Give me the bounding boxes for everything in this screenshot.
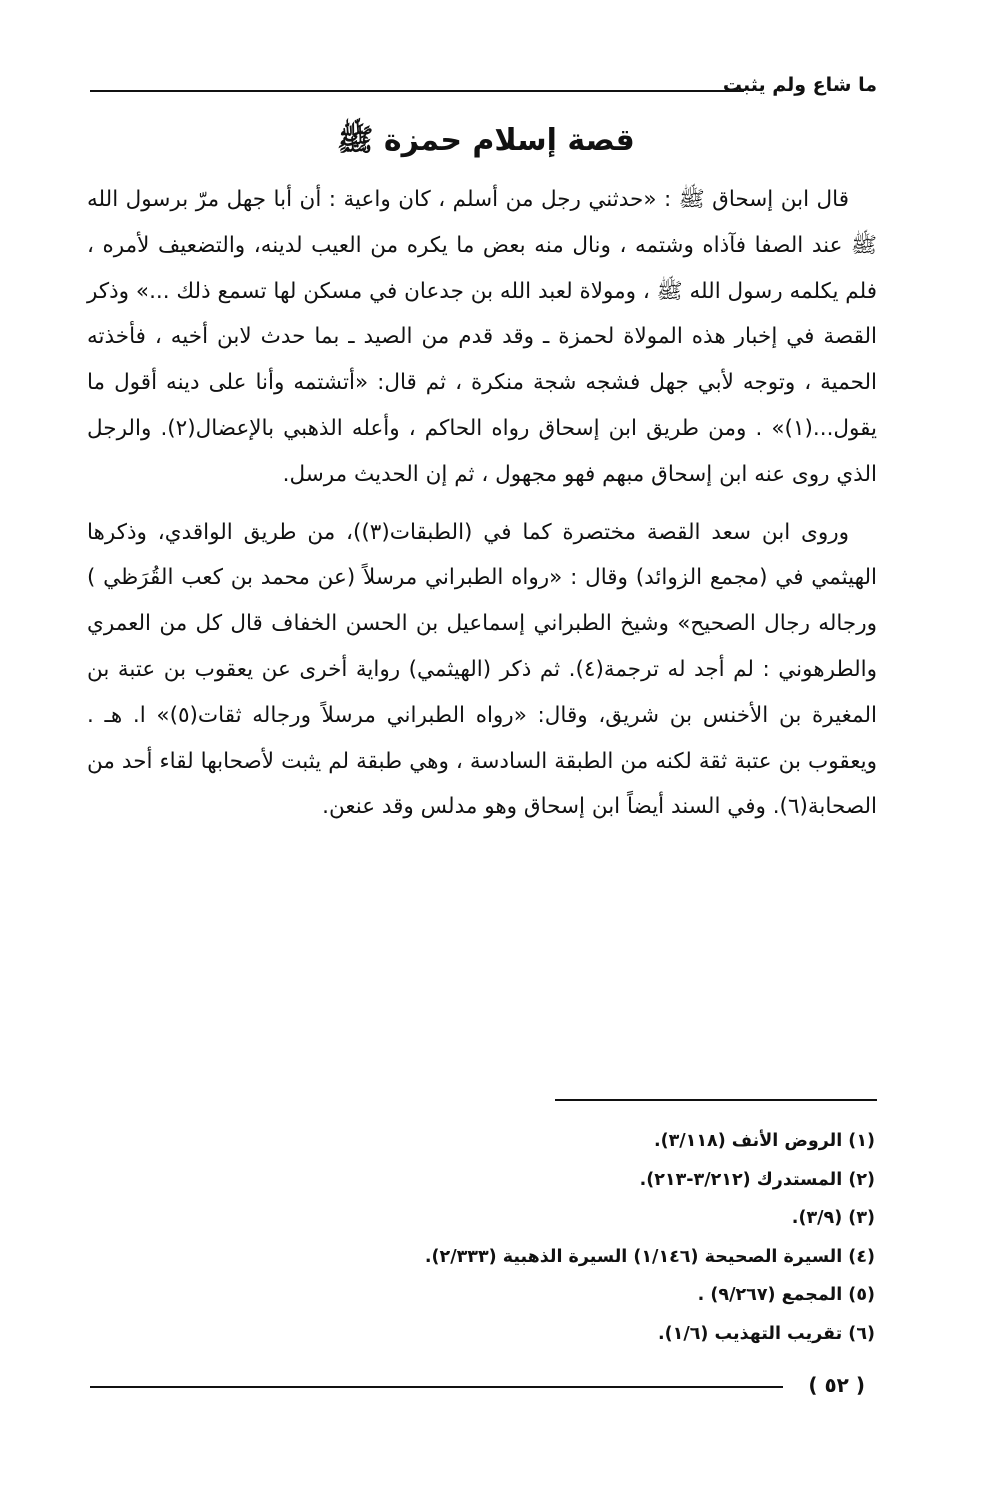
paragraph-1: قال ابن إسحاق ﷺ : «حدثني رجل من أسلم ، كان واعية : أن أبا جهل مرّ برسول الله ﷺ عند الصفا فآذاه وشتمه ، ونال منه بعض ما يكره من العيب لدينه، والتضعيف لأمره ، فلم يكلمه رسول الله ﷺ ، ومولاة لعبد الله بن جدعان في مسكن لها تسمع ذلك ...» وذكر القصة في إخبار هذه المولاة لحمزة ـ وقد قدم من الصيد ـ بما حدث لابن أخيه ، فأخذته الحمية ، وتوجه لأبي جهل فشجه شجة منكرة ، ثم قال: «أتشتمه وأنا على دينه أقول ما يقول...(١)» . ومن طريق ابن إسحاق رواه الحاكم ، وأعله الذهبي بالإعضال(٢). والرجل الذي روى عنه ابن إسحاق مبهم فهو مجهول ، ثم إن الحديث مرسل. [87,187,877,487]
main-text [87,177,877,830]
footer-divider [90,1386,783,1388]
footnote-divider [555,1099,877,1101]
footnotes-list [95,1122,875,1353]
footnote-2: (٢) المستدرك (٣/٢١٢-٢١٣). [639,1169,875,1190]
chapter-title: قصة إسلام حمزة ﷺ [337,123,635,158]
footnote-6: (٦) تقريب التهذيب (١/٦). [657,1323,875,1344]
footnote-1: (١) الروض الأنف (٣/١١٨). [653,1131,875,1151]
page-number: ( ٥٢ ) [808,1373,865,1397]
footnote-5: (٥) المجمع (٩/٢٦٧) . [697,1285,875,1305]
paragraph-2: وروى ابن سعد القصة مختصرة كما في (الطبقات(٣))، من طريق الواقدي، وذكرها الهيثمي في (مجمع الزوائد) وقال : «رواه الطبراني مرسلاً (عن محمد بن كعب القُرَظي ) ورجاله رجال الصحيح» وشيخ الطبراني إسماعيل بن الحسن الخفاف قال كل من العمري والطرهوني : لم أجد له ترجمة(٤). ثم ذكر (الهيثمي) رواية أخرى عن يعقوب بن عتبة بن المغيرة بن الأخنس بن شريق، وقال: «رواه الطبراني مرسلاً ورجاله ثقات(٥)» ا. هـ . ويعقوب بن عتبة ثقة لكنه من الطبقة السادسة ، وهي طبقة لم يثبت لأصحابها لقاء أحد من الصحابة(٦). وفي السند أيضاً ابن إسحاق وهو مدلس وقد عنعن. [87,519,877,820]
footnote-4: (٤) السيرة الصحيحة (١/١٤٦) السيرة الذهبية (٢/٣٣٣). [424,1246,875,1267]
footnote-3: (٣) (٣/٩). [791,1208,875,1228]
running-header-title: ما شاع ولم يثبت [722,74,877,96]
header-divider [90,90,744,92]
